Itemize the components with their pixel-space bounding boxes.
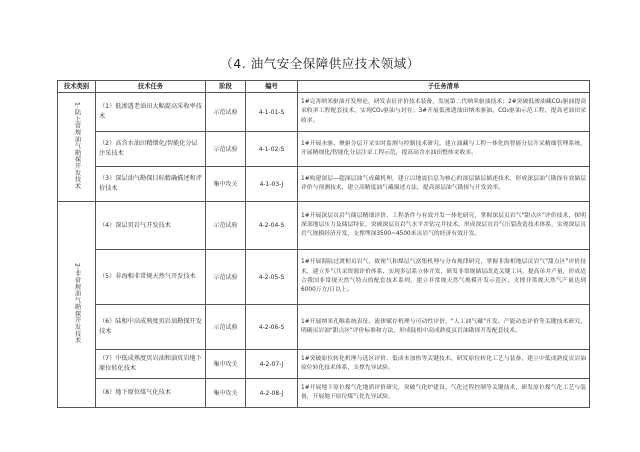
code-cell: 4-2-07-J	[246, 350, 298, 379]
task-cell: （5）非海相非常规天然气开发技术	[96, 250, 206, 305]
table-row	[58, 93, 590, 132]
header-category: 技术类别	[58, 81, 96, 93]
code-cell: 4-1-03-J	[246, 167, 298, 202]
stage-cell: 示范试验	[206, 93, 246, 132]
header-stage: 阶段	[206, 81, 246, 93]
table-row	[58, 250, 590, 305]
code-cell: 4-2-05-S	[246, 250, 298, 305]
category-label: 1-陆上常规油气勘探开发技术	[73, 101, 81, 190]
task-cell: （8）地下原位煤气化技术	[96, 379, 206, 408]
table-row	[58, 305, 590, 350]
subtask-list-cell: 1#开展海陆过渡相页岩气、致密气和煤层气富集机理与分布规律研究，掌握非海相地层页岩气"甜点区"评价技术，建立多气共采资源评价体系，实现多层系立体开发，研发非常规储层改造关键工具，提高单井产量，形成适合我国非常规天然气特点的配套技术系列，建立非常规天然气规模开发示范区，支撑非常规天然气产量达到6000万方/日以上。	[298, 250, 590, 305]
stage-cell: 示范试验	[206, 202, 246, 250]
subtask-list-cell: 1#开展纳米孔喉系统表征、流体赋存机理与可动性评价，"人工油气藏"开发、产能动态评价等关键技术研究，明确页岩油"甜点区"评价标准和方法，形成陆相中高成熟度页岩油勘探开发配套技术。	[298, 305, 590, 350]
subtask-list-cell: 1#构建深层—超深层油气成藏机理，建立以地震信息为核心的深层储层描述技术，形成深层油气勘探有效储层评价与预测技术，建立高精度油气藏描述方法，提高深层油气勘探与开发效率。	[298, 167, 590, 202]
subtask-list-cell: 1#开展深层页岩气储层精细评价、工程条件与有效开发一体化研究，掌握深层页岩气"甜点区"评价技术，探明深部地层压力及储层特征，突破深层页岩气水平井钻完井技术，形成深层页岩气压裂改造技术体系，实现深层页岩气规模经济开发，支撑埋深3500~4500米页岩气的经济有效开发。	[298, 202, 590, 250]
header-subtask-list: 子任务清单	[298, 81, 590, 93]
task-cell: （4）深层页岩气开发技术	[96, 202, 206, 250]
section-title: （4. 油气安全保障供应技术领域）	[220, 56, 420, 71]
task-cell: （7）中低成熟度页岩油和油页岩地下原位转化技术	[96, 350, 206, 379]
table-row	[58, 350, 590, 379]
table-row	[58, 202, 590, 250]
subtask-list-cell: 1#开展地下原位煤气化地质评价研究，突破气化炉建设、气化过程控制等关键技术，研发原位煤气化工艺与装备，开展地下原位煤气化先导试验。	[298, 379, 590, 408]
table-header-row	[58, 81, 590, 93]
task-cell: （1）低渗透老油田大幅提高采收率技术	[96, 93, 206, 132]
code-cell: 4-2-08-J	[246, 379, 298, 408]
header-task: 技术任务	[96, 81, 206, 93]
tech-task-table	[57, 80, 590, 408]
subtask-list-cell: 1#开展水驱、聚驱分层开采实时监测与控制技术研究，建立油藏与工程一体化的智能分层开采精细管理系统，开展精细化/智能化分层注采工程示范，提高高含水油田整体采收率。	[298, 132, 590, 167]
category-label: 2-非常规油气勘探开发技术	[73, 262, 81, 344]
stage-cell: 集中攻关	[206, 350, 246, 379]
code-cell: 4-2-06-S	[246, 305, 298, 350]
code-cell: 4-1-01-S	[246, 93, 298, 132]
stage-cell: 集中攻关	[206, 167, 246, 202]
stage-cell: 示范试验	[206, 305, 246, 350]
stage-cell: 示范试验	[206, 250, 246, 305]
category-cell	[58, 202, 96, 408]
task-cell: （6）陆相中高成熟度页岩油勘探开发技术	[96, 305, 206, 350]
table-row	[58, 167, 590, 202]
subtask-list-cell: 1#完善纳米驱油开发理论，研发表征评价技术装备，发展第二代纳米驱油技术；2#突破低渗油藏CO₂驱油提高采收率工程配套技术，实现CO₂驱油与封存；3#开展低渗透油田纳米驱油、CO₂驱油示范工程，提高老油田采收率。	[298, 93, 590, 132]
task-cell: （2）高含水油田精细化/智能化分层注采技术	[96, 132, 206, 167]
subtask-list-cell: 1#突破原位转化机理与选区评价、低成本加热等关键技术，研发原位转化工艺与装备，建立中低成熟度页岩油原位转化技术体系，支撑先导试验。	[298, 350, 590, 379]
table-row	[58, 379, 590, 408]
code-cell: 4-2-04-S	[246, 202, 298, 250]
stage-cell: 示范试验	[206, 132, 246, 167]
table-row	[58, 132, 590, 167]
code-cell: 4-1-02-S	[246, 132, 298, 167]
header-code: 编号	[246, 81, 298, 93]
task-cell: （3）深层油气勘探目标精确描述和评价技术	[96, 167, 206, 202]
category-cell	[58, 93, 96, 202]
stage-cell: 集中攻关	[206, 379, 246, 408]
